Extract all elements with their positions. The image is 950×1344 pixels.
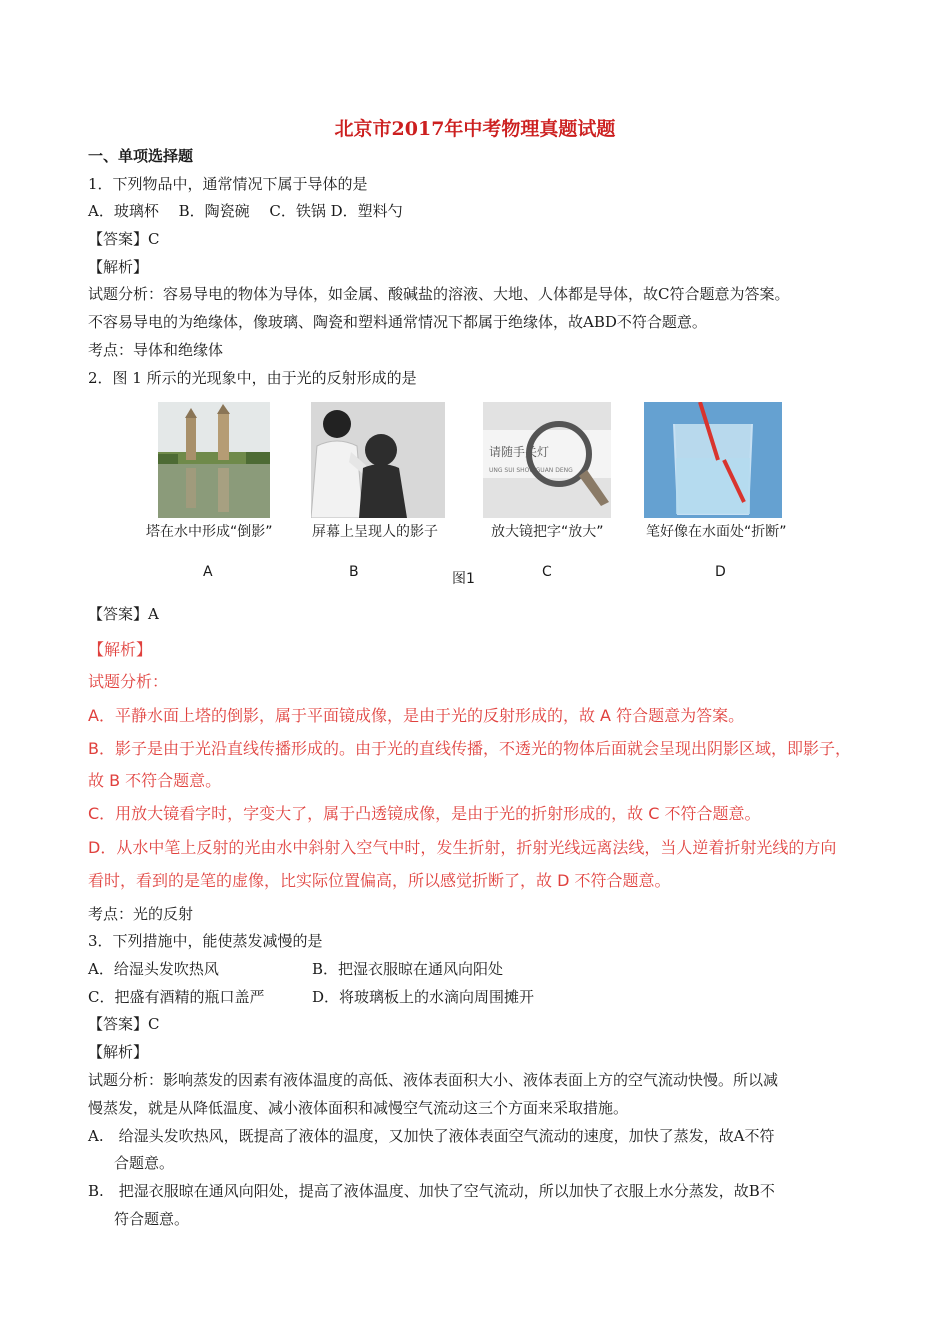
q1-point: 考点：导体和绝缘体 bbox=[88, 341, 224, 359]
q1-options: A．玻璃杯 B．陶瓷碗 C．铁锅 D．塑料勺 bbox=[88, 202, 403, 220]
q3-analysis-a: A. 给湿头发吹热风，既提高了液体的温度，又加快了液体表面空气流动的速度，加快了蒸发，故A不符 bbox=[88, 1127, 775, 1145]
q1-analysis-tag: 【解析】 bbox=[88, 258, 149, 276]
q2-point: 考点：光的反射 bbox=[88, 905, 194, 923]
q3-option-a: A．给湿头发吹热风 bbox=[88, 960, 219, 978]
figure-b-shadow bbox=[311, 402, 445, 518]
q3-answer: 【答案】C bbox=[88, 1015, 160, 1033]
q3-analysis-b-cont: 符合题意。 bbox=[114, 1210, 190, 1228]
q3-analysis-line: 慢蒸发，就是从降低温度、减小液体面积和减慢空气流动这三个方面来采取措施。 bbox=[88, 1099, 629, 1117]
q2-analysis-tag: 【解析】 bbox=[88, 640, 153, 659]
figure-a-tower-reflection bbox=[158, 402, 270, 518]
figure-d-pen-in-water bbox=[644, 402, 782, 518]
figure-c-magnifier bbox=[483, 402, 611, 518]
figure-label: 图1 bbox=[452, 571, 475, 587]
q1-stem: 1．下列物品中，通常情况下属于导体的是 bbox=[88, 175, 368, 193]
q2-analysis-b: B．影子是由于光沿直线传播形成的。由于光的直线传播，不透光的物体后面就会呈现出阴影区域，即影子， bbox=[88, 739, 851, 758]
q3-option-d: D．将玻璃板上的水滴向周围摊开 bbox=[312, 988, 535, 1006]
q3-analysis-b: B. 把湿衣服晾在通风向阳处，提高了液体温度、加快了空气流动，所以加快了衣服上水分蒸发，故B不 bbox=[88, 1182, 775, 1200]
figure-a-letter: A bbox=[203, 564, 213, 580]
q2-analysis-d-cont: 看时，看到的是笔的虚像，比实际位置偏高，所以感觉折断了，故 D 不符合题意。 bbox=[88, 871, 671, 890]
q2-analysis-b-cont: 故 B 不符合题意。 bbox=[88, 771, 222, 790]
q3-analysis-line: 试题分析：影响蒸发的因素有液体温度的高低、液体表面积大小、液体表面上方的空气流动快慢。所以减 bbox=[88, 1071, 779, 1089]
q3-option-c: C．把盛有酒精的瓶口盖严 bbox=[88, 988, 265, 1006]
sign-pinyin: UNG SUI SHOU GUAN DENG bbox=[489, 467, 573, 474]
page-title: 北京市2017年中考物理真题试题 bbox=[334, 118, 616, 140]
section-heading: 一、单项选择题 bbox=[88, 147, 194, 165]
q3-stem: 3．下列措施中，能使蒸发减慢的是 bbox=[88, 932, 323, 950]
sign-text: 请随手关灯 bbox=[489, 445, 550, 459]
figure-c-caption: 放大镜把字“放大” bbox=[491, 524, 604, 540]
q2-analysis-d: D．从水中笔上反射的光由水中斜射入空气中时，发生折射，折射光线远离法线，当人逆着折射光线的方向 bbox=[88, 838, 837, 857]
figure-b-letter: B bbox=[349, 564, 359, 580]
figure-d-letter: D bbox=[715, 564, 726, 580]
q2-analysis-a: A．平静水面上塔的倒影，属于平面镜成像，是由于光的反射形成的，故 A 符合题意为答案。 bbox=[88, 706, 745, 725]
figure-c-letter: C bbox=[542, 564, 552, 580]
q3-option-b: B．把湿衣服晾在通风向阳处 bbox=[312, 960, 504, 978]
q1-answer: 【答案】C bbox=[88, 230, 160, 248]
figure-a-caption: 塔在水中形成“倒影” bbox=[146, 524, 273, 540]
q2-analysis-c: C．用放大镜看字时，字变大了，属于凸透镜成像，是由于光的折射形成的，故 C 不符合题意。 bbox=[88, 804, 761, 823]
q3-analysis-a-cont: 合题意。 bbox=[114, 1154, 175, 1172]
q3-analysis-tag: 【解析】 bbox=[88, 1043, 149, 1061]
q1-analysis-line: 试题分析：容易导电的物体为导体，如金属、酸碱盐的溶液、大地、人体都是导体，故C符合题意为答案。 bbox=[88, 285, 790, 303]
q1-analysis-line: 不容易导电的为绝缘体，像玻璃、陶瓷和塑料通常情况下都属于绝缘体，故ABD不符合题意。 bbox=[88, 313, 707, 331]
q2-stem: 2．图 1 所示的光现象中，由于光的反射形成的是 bbox=[88, 369, 417, 387]
q2-analysis-head: 试题分析： bbox=[88, 672, 169, 691]
figure-d-caption: 笔好像在水面处“折断” bbox=[646, 524, 787, 540]
figure-b-caption: 屏幕上呈现人的影子 bbox=[312, 524, 438, 540]
q2-answer: 【答案】A bbox=[88, 605, 159, 623]
